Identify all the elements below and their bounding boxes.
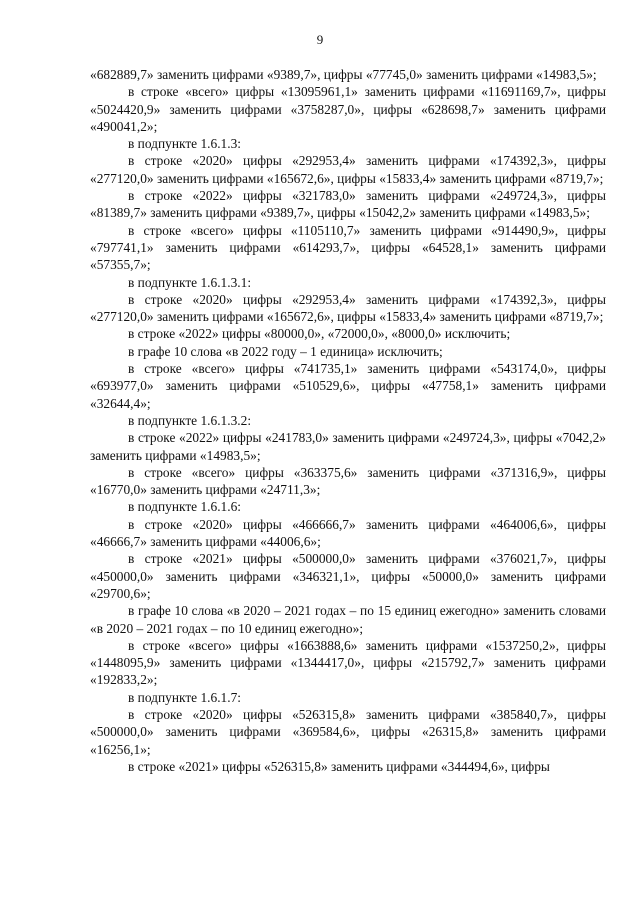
paragraph-22: в строке «2021» цифры «526315,8» заменить цифрами «344494,6», цифры (128, 758, 550, 774)
document-body (90, 66, 606, 775)
paragraph-6: в строке «всего» цифры «1105110,7» заменить цифрами «914490,9», цифры «797741,1» заменить цифрами «614293,7», цифры «64528,1» заменить цифрами «57355,7»; (90, 222, 606, 273)
paragraph-11: в строке «всего» цифры «741735,1» заменить цифрами «543174,0», цифры «693977,0» заменить цифрами «510529,6», цифры «47758,1» заменить цифрами «32644,4»; (90, 361, 606, 411)
paragraph-20: в подпункте 1.6.1.7: (128, 689, 242, 705)
paragraph-13: в строке «2022» цифры «241783,0» заменить цифрами «249724,3», цифры «7042,2» заменить цифрами «14983,5»; (90, 430, 606, 463)
paragraph-9: в строке «2022» цифры «80000,0», «72000,0», «8000,0» исключить; (128, 326, 511, 342)
paragraph-8: в строке «2020» цифры «292953,4» заменить цифрами «174392,3», цифры «277120,0» заменить цифрами «165672,6», цифры «15833,4» заменить цифрами «8719,7»; (90, 291, 606, 325)
paragraph-16: в строке «2020» цифры «466666,7» заменить цифрами «464006,6», цифры «46666,7» заменить цифрами «44006,6»; (90, 516, 606, 550)
paragraph-21: в строке «2020» цифры «526315,8» заменить цифрами «385840,7», цифры «500000,0» заменить цифрами «369584,6», цифры «26315,8» заменить цифрами «16256,1»; (90, 706, 606, 757)
paragraph-19: в строке «всего» цифры «1663888,6» заменить цифрами «1537250,2», цифры «1448095,9» заменить цифрами «1344417,0», цифры «215792,7» заменить цифрами «192833,2»; (90, 637, 606, 688)
paragraph-10: в графе 10 слова «в 2022 году – 1 единица» исключить; (128, 343, 443, 359)
paragraph-2: в строке «всего» цифры «13095961,1» заменить цифрами «11691169,7», цифры «5024420,9» заменить цифрами «3758287,0», цифры «628698,7» заменить цифрами «490041,2»; (90, 84, 606, 134)
paragraph-7: в подпункте 1.6.1.3.1: (128, 274, 252, 290)
paragraph-17: в строке «2021» цифры «500000,0» заменить цифрами «376021,7», цифры «450000,0» заменить цифрами «346321,1», цифры «50000,0» заменить цифрами «29700,6»; (90, 551, 606, 601)
page-number: 9 (316, 32, 324, 47)
paragraph-3: в подпункте 1.6.1.3: (128, 136, 242, 152)
paragraph-14: в строке «всего» цифры «363375,6» заменить цифрами «371316,9», цифры «16770,0» заменить цифрами «24711,3»; (90, 464, 606, 498)
paragraph-1: «682889,7» заменить цифрами «9389,7», цифры «77745,0» заменить цифрами «14983,5»; (90, 67, 597, 82)
paragraph-4: в строке «2020» цифры «292953,4» заменить цифрами «174392,3», цифры «277120,0» заменить цифрами «165672,6», цифры «15833,4» заменить цифрами «8719,7»; (90, 153, 606, 186)
paragraph-15: в подпункте 1.6.1.6: (128, 499, 242, 515)
paragraph-5: в строке «2022» цифры «321783,0» заменить цифрами «249724,3», цифры «81389,7» заменить цифрами «9389,7», цифры «15042,2» заменить цифрами «14983,5»; (90, 188, 606, 221)
paragraph-18: в графе 10 слова «в 2020 – 2021 годах – по 15 единиц ежегодно» заменить словами «в 2020 – 2021 годах – по 10 единиц ежегодно»; (90, 603, 606, 636)
paragraph-12: в подпункте 1.6.1.3.2: (128, 412, 252, 428)
